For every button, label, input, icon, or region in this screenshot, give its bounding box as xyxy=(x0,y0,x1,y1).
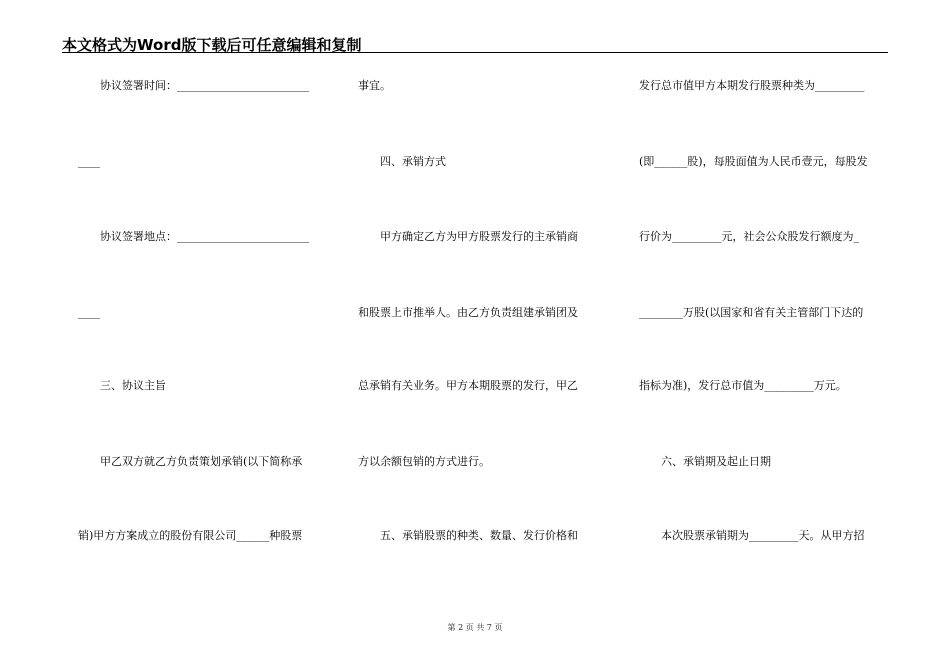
document-header-title: 本文格式为Word版下载后可任意编辑和复制 xyxy=(62,36,362,54)
text-line: ____ xyxy=(78,306,100,319)
header-divider xyxy=(62,52,888,53)
text-line: 发行总市值甲方本期发行股票种类为_________ xyxy=(639,79,865,92)
text-line: 总承销有关业务。甲方本期股票的发行，甲乙 xyxy=(358,379,578,392)
text-line: 三、协议主旨 xyxy=(78,379,166,392)
text-line: ____ xyxy=(78,155,100,168)
text-line: 四、承销方式 xyxy=(358,155,446,168)
text-line: 行价为_________元，社会公众股发行额度为_ xyxy=(639,230,859,243)
text-line: 销)甲方方案成立的股份有限公司______种股票 xyxy=(78,529,303,542)
text-line: 六、承销期及起止日期 xyxy=(639,455,771,468)
text-line: 五、承销股票的种类、数量、发行价格和 xyxy=(358,529,578,542)
text-line: 事宜。 xyxy=(358,79,391,92)
text-line: 协议签署地点：________________________ xyxy=(78,230,309,243)
text-line: 本次股票承销期为_________天。从甲方招 xyxy=(639,529,865,542)
text-line: 指标为准)，发行总市值为_________万元。 xyxy=(639,379,847,392)
text-line: (即______股)，每股面值为人民币壹元，每股发 xyxy=(639,155,868,168)
text-line: 协议签署时间：________________________ xyxy=(78,79,309,92)
text-line: 甲方确定乙方为甲方股票发行的主承销商 xyxy=(358,230,578,243)
text-line: 和股票上市推举人。由乙方负责组建承销团及 xyxy=(358,306,578,319)
text-line: ________万股(以国家和省有关主管部门下达的 xyxy=(639,306,864,319)
text-line: 甲乙双方就乙方负责策划承销(以下简称承 xyxy=(78,455,303,468)
page-number: 第 2 页 共 7 页 xyxy=(447,623,503,632)
text-line: 方以余额包销的方式进行。 xyxy=(358,455,490,468)
